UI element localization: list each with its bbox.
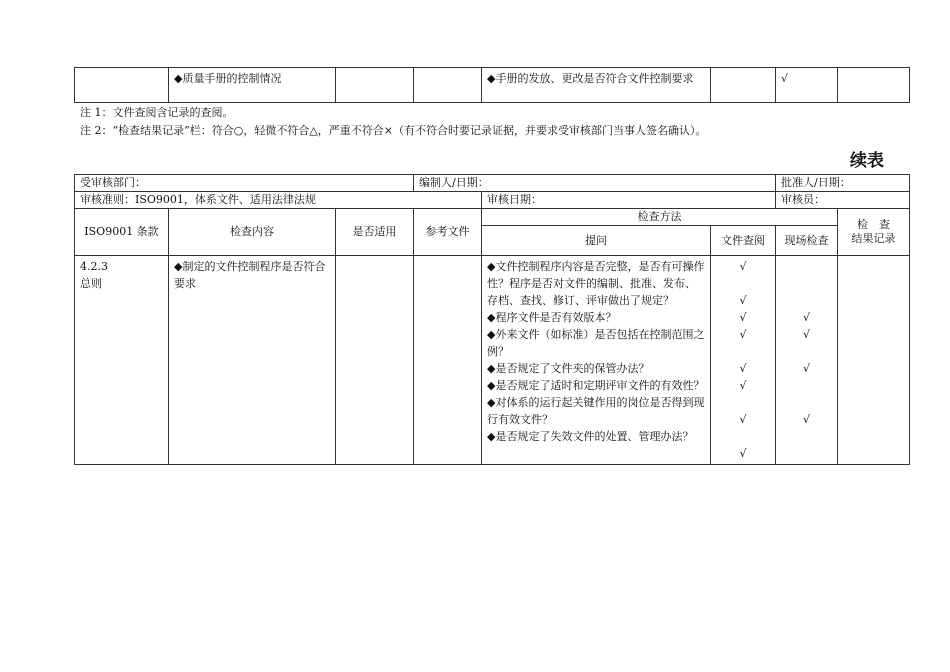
question-cell	[482, 256, 711, 465]
auditor: 审核员：	[776, 192, 910, 209]
check-mark: √	[803, 362, 811, 375]
header-row-1	[75, 175, 910, 192]
col-reference: 参考文件	[414, 209, 482, 256]
question-item: ◆对体系的运行起关键作用的岗位是否得到现行有效文件？	[487, 396, 705, 426]
check-mark	[781, 343, 832, 360]
check-mark	[716, 343, 770, 360]
note-2: 注 2：“检查结果记录”栏：符合○，轻微不符合△，严重不符合×（有不符合时要记录证据，并要求受审核部门当事人签名确认）。	[80, 124, 707, 137]
check-mark	[781, 377, 832, 394]
check-mark: √	[739, 447, 747, 460]
question-cell: ◆手册的发放、更改是否符合文件控制要求	[482, 68, 711, 103]
check-mark	[781, 258, 832, 275]
audit-criteria: 审核准则：ISO9001，体系文件、适用法律法规	[75, 192, 482, 209]
check-mark: √	[803, 413, 811, 426]
doc-review-marks	[711, 256, 776, 465]
audited-dept: 受审核部门：	[75, 175, 414, 192]
site-check-cell: √	[776, 68, 838, 103]
check-mark: √	[739, 294, 747, 307]
question-item: ◆程序文件是否有效版本？	[487, 311, 617, 324]
check-mark	[716, 275, 770, 292]
note-1: 注 1：文件查阅含记录的查阅。	[80, 106, 234, 119]
col-result-line-2: 结果记录	[851, 232, 896, 245]
question-item: ◆是否规定了失效文件的处置、管理办法？	[487, 430, 694, 443]
reference-cell	[414, 256, 482, 465]
col-question: 提问	[482, 226, 711, 256]
col-result	[838, 209, 910, 256]
previous-checklist-table	[74, 67, 910, 103]
continued-title: 续表	[850, 151, 884, 171]
check-mark: √	[739, 413, 747, 426]
check-mark	[781, 428, 832, 445]
check-mark: √	[739, 379, 747, 392]
doc-review-cell	[711, 68, 776, 103]
audit-date: 审核日期：	[482, 192, 776, 209]
clause-cell	[75, 256, 169, 465]
check-mark	[716, 428, 770, 445]
clause-name: 总则	[80, 277, 102, 290]
table-row	[75, 256, 910, 465]
result-cell	[838, 68, 910, 103]
checklist-table	[74, 174, 910, 465]
check-mark	[781, 394, 832, 411]
applicable-cell	[336, 68, 414, 103]
check-mark: √	[739, 311, 747, 324]
approver-date: 批准人/日期：	[776, 175, 910, 192]
question-item: ◆是否规定了适时和定期评审文件的有效性？	[487, 379, 705, 392]
check-mark: √	[803, 328, 811, 341]
check-mark: √	[739, 362, 747, 375]
col-doc-review: 文件查阅	[711, 226, 776, 256]
col-result-line-1: 检 查	[857, 218, 891, 231]
col-check-method: 检查方法	[482, 209, 838, 226]
check-mark	[781, 445, 832, 462]
column-header-row	[75, 209, 910, 226]
col-content: 检查内容	[169, 209, 336, 256]
col-clause: ISO9001 条款	[75, 209, 169, 256]
question-item: ◆是否规定了文件夹的保管办法？	[487, 362, 650, 375]
question-item: ◆文件控制程序内容是否完整，是否有可操作性？程序是否对文件的编制、批准、发布、存档、查找、修订、评审做出了规定？	[487, 260, 705, 307]
check-mark	[716, 394, 770, 411]
col-applicable: 是否适用	[336, 209, 414, 256]
content-cell: ◆质量手册的控制情况	[169, 68, 336, 103]
check-mark: √	[803, 311, 811, 324]
question-item: ◆外来文件（如标准）是否包括在控制范围之例？	[487, 328, 705, 358]
clause-number: 4.2.3	[80, 260, 108, 273]
header-row-2	[75, 192, 910, 209]
editor-date: 编制人/日期：	[414, 175, 776, 192]
result-cell	[838, 256, 910, 465]
clause-cell	[75, 68, 169, 103]
table-row	[75, 68, 910, 103]
applicable-cell	[336, 256, 414, 465]
site-check-marks	[776, 256, 838, 465]
reference-cell	[414, 68, 482, 103]
check-mark: √	[739, 260, 747, 273]
col-site-check: 现场检查	[776, 226, 838, 256]
check-mark: √	[739, 328, 747, 341]
check-mark	[781, 275, 832, 292]
check-mark	[781, 292, 832, 309]
content-cell: ◆制定的文件控制程序是否符合要求	[169, 256, 336, 465]
